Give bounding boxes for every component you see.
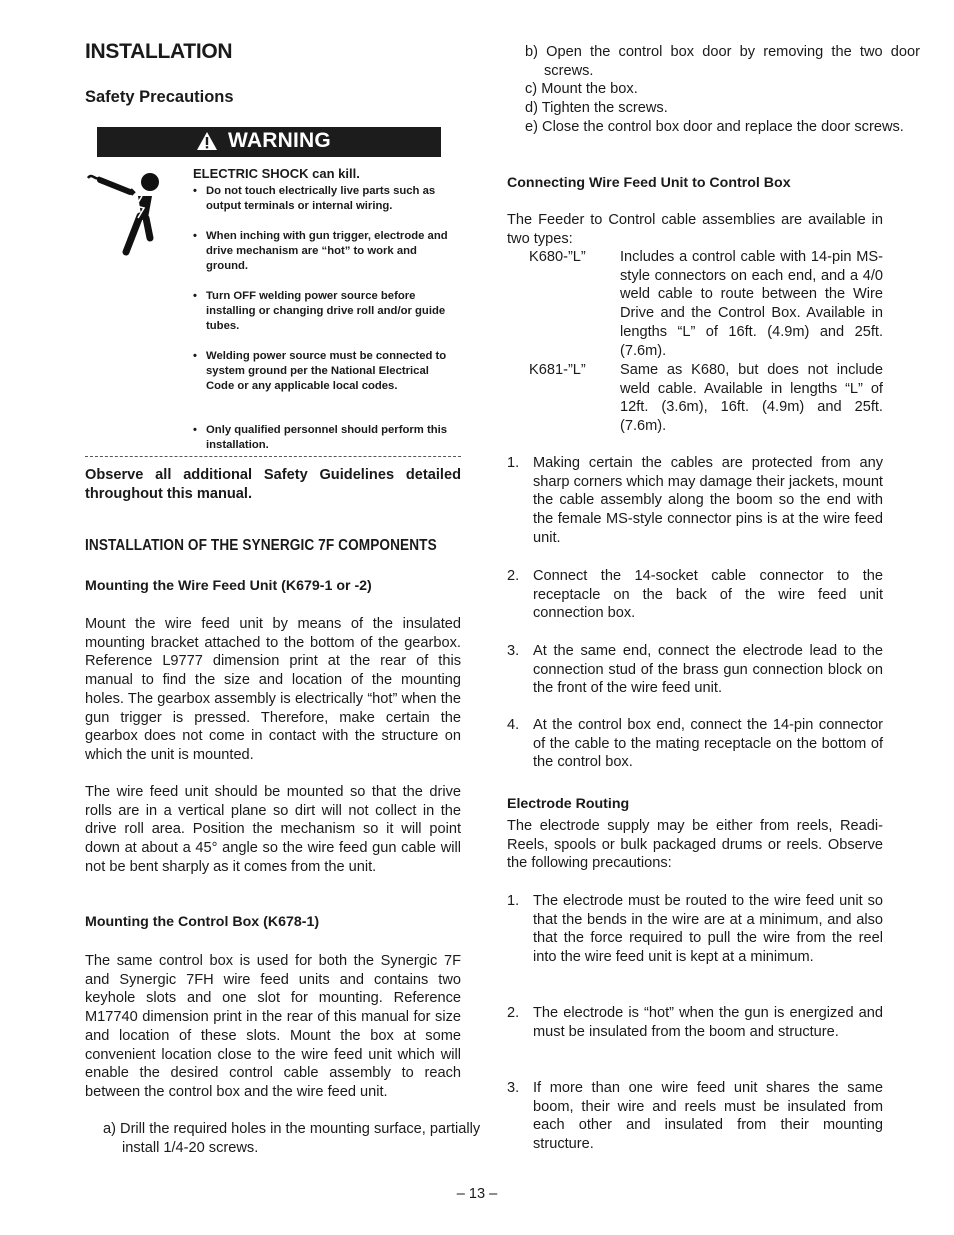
dashed-divider — [85, 456, 461, 457]
warning-triangle-icon — [196, 131, 218, 151]
step-number: 3. — [507, 643, 520, 659]
step-text: At the control box end, connect the 14-pin connector of the cable to the mating receptacle on the bottom of the control box. — [533, 717, 883, 771]
observe-note: Observe all additional Safety Guidelines detailed throughout this manual. — [85, 467, 461, 502]
mount-step: d) Tighten the screws. — [525, 100, 668, 116]
step-number: 4. — [507, 717, 520, 733]
routing-title: Electrode Routing — [507, 796, 630, 812]
cable-type-text: Includes a control cable with 14-pin MS-style connectors on each end, and a 4/0 weld cable to route between the Wire Drive and the Control Box. Available in lengths “L” of 16ft. (4.9m) and 25ft. (7.6m). — [620, 249, 883, 359]
step-number: 2. — [507, 1005, 520, 1021]
warning-bullet — [193, 289, 458, 334]
warning-bullet — [193, 229, 458, 274]
step-text: Making certain the cables are protected from any sharp corners which may damage their jackets, mount the cable assembly along the boom so the end with the female MS-style connector pins is at the wire feed unit. — [533, 455, 883, 546]
connecting-title: Connecting Wire Feed Unit to Control Box — [507, 175, 791, 191]
cable-type-label: K680-”L” — [529, 249, 586, 265]
connecting-intro: The Feeder to Control cable assemblies are available in two types: — [507, 212, 883, 247]
routing-step — [507, 1079, 883, 1154]
step-number: 3. — [507, 1080, 520, 1096]
bullet-text: When inching with gun trigger, electrode and drive mechanism are “hot” to work and ground. — [206, 230, 448, 272]
cable-type-k680 — [529, 248, 883, 360]
step-text: At the same end, connect the electrode lead to the connection stud of the brass gun connection block on the front of the wire feed unit. — [533, 643, 883, 697]
warning-label: WARNING — [228, 129, 331, 152]
connect-step — [507, 642, 883, 698]
mount-step: c) Mount the box. — [525, 81, 638, 97]
routing-step — [507, 1004, 883, 1041]
wire-feed-paragraph-2: The wire feed unit should be mounted so that the drive rolls are in a vertical plane so dirt will not collect in the drive roll area. Position the mechanism so it will point down at about a 45° angle so the wire feed gun cable will not be bent sharply as it comes from the unit. — [85, 784, 461, 875]
page-heading: INSTALLATION — [85, 40, 233, 63]
step-text: If more than one wire feed unit shares the same boom, their wire and reels must be insulated from each other and insulated from their mounting structure. — [533, 1080, 883, 1153]
connect-step — [507, 567, 883, 623]
mount-step: e) Close the control box door and replace the door screws. — [525, 119, 904, 135]
step-text: The electrode must be routed to the wire feed unit so that the bends in the wire are at a minimum, and also that the force required to pull the wire from the reel into the wire feed unit is kept at a minimum. — [533, 893, 883, 966]
routing-intro: The electrode supply may be either from reels, Readi-Reels, spools or bulk packaged drums or reels. Observe the following precautions: — [507, 818, 883, 872]
bullet-dot: • — [193, 350, 197, 362]
connect-step — [507, 454, 883, 548]
routing-step — [507, 892, 883, 967]
step-text: The electrode is “hot” when the gun is energized and must be insulated from the boom and structure. — [533, 1005, 883, 1040]
wire-feed-paragraph-1: Mount the wire feed unit by means of the insulated mounting bracket attached to the bottom of the gearbox. Reference L9777 dimension print at the rear of this manual to find the size and location of the mounting holes. The gearbox assembly is electrically “hot” when the gun trigger is pressed. Therefore, make certain the gearbox does not come in contact with the structure on which the unit is mounted. — [85, 616, 461, 763]
cable-type-text: Same as K680, but does not include weld cable. Available in lengths “L” of 12ft. (3.6m), 16ft. (4.9m) and 25ft. (7.6m). — [620, 362, 883, 435]
connect-step — [507, 716, 883, 772]
step-number: 1. — [507, 893, 520, 909]
page-number: – 13 – — [456, 1186, 498, 1202]
shock-heading: ELECTRIC SHOCK can kill. — [193, 166, 360, 181]
cable-type-k681 — [529, 361, 883, 436]
warning-bullet — [193, 184, 458, 214]
electric-shock-icon — [86, 168, 162, 258]
safety-precautions-title: Safety Precautions — [85, 88, 234, 106]
bullet-text: Only qualified personnel should perform this installation. — [206, 424, 448, 451]
bullet-dot: • — [193, 230, 197, 242]
cable-type-label: K681-”L” — [529, 362, 586, 378]
warning-bullet — [193, 423, 458, 453]
bullet-dot: • — [193, 424, 197, 436]
bullet-text: Welding power source must be connected to system ground per the National Electrical Code or any applicable local codes. — [206, 350, 447, 392]
warning-banner — [97, 127, 441, 157]
mount-step: a) Drill the required holes in the mounting surface, partially install 1/4-20 screws. — [103, 1121, 481, 1156]
step-number: 1. — [507, 455, 520, 471]
bullet-text: Do not touch electrically live parts such as output terminals or internal wiring. — [206, 185, 436, 212]
bullet-dot: • — [193, 185, 197, 197]
step-text: Connect the 14-socket cable connector to the receptacle on the back of the wire feed unit connection box. — [533, 568, 883, 622]
bullet-text: Turn OFF welding power source before installing or changing drive roll and/or guide tubes. — [206, 290, 446, 332]
control-box-title: Mounting the Control Box (K678-1) — [85, 914, 320, 930]
mount-step: b) Open the control box door by removing the two door screws. — [525, 44, 920, 79]
bullet-dot: • — [193, 290, 197, 302]
step-number: 2. — [507, 568, 520, 584]
control-box-paragraph: The same control box is used for both the Synergic 7F and Synergic 7FH wire feed units and contains two keyhole slots and one slot for mounting. Reference M17740 dimension print in the rear of this manual for size and location of these slots. Mount the box at some convenient location close to the wire feed unit which will enable the desired control cable assembly to reach between the control box and the wire feed unit. — [85, 953, 461, 1100]
warning-bullet — [193, 349, 458, 394]
wire-feed-title: Mounting the Wire Feed Unit (K679-1 or -2) — [85, 578, 372, 594]
components-title: INSTALLATION OF THE SYNERGIC 7F COMPONENTS — [85, 537, 437, 554]
